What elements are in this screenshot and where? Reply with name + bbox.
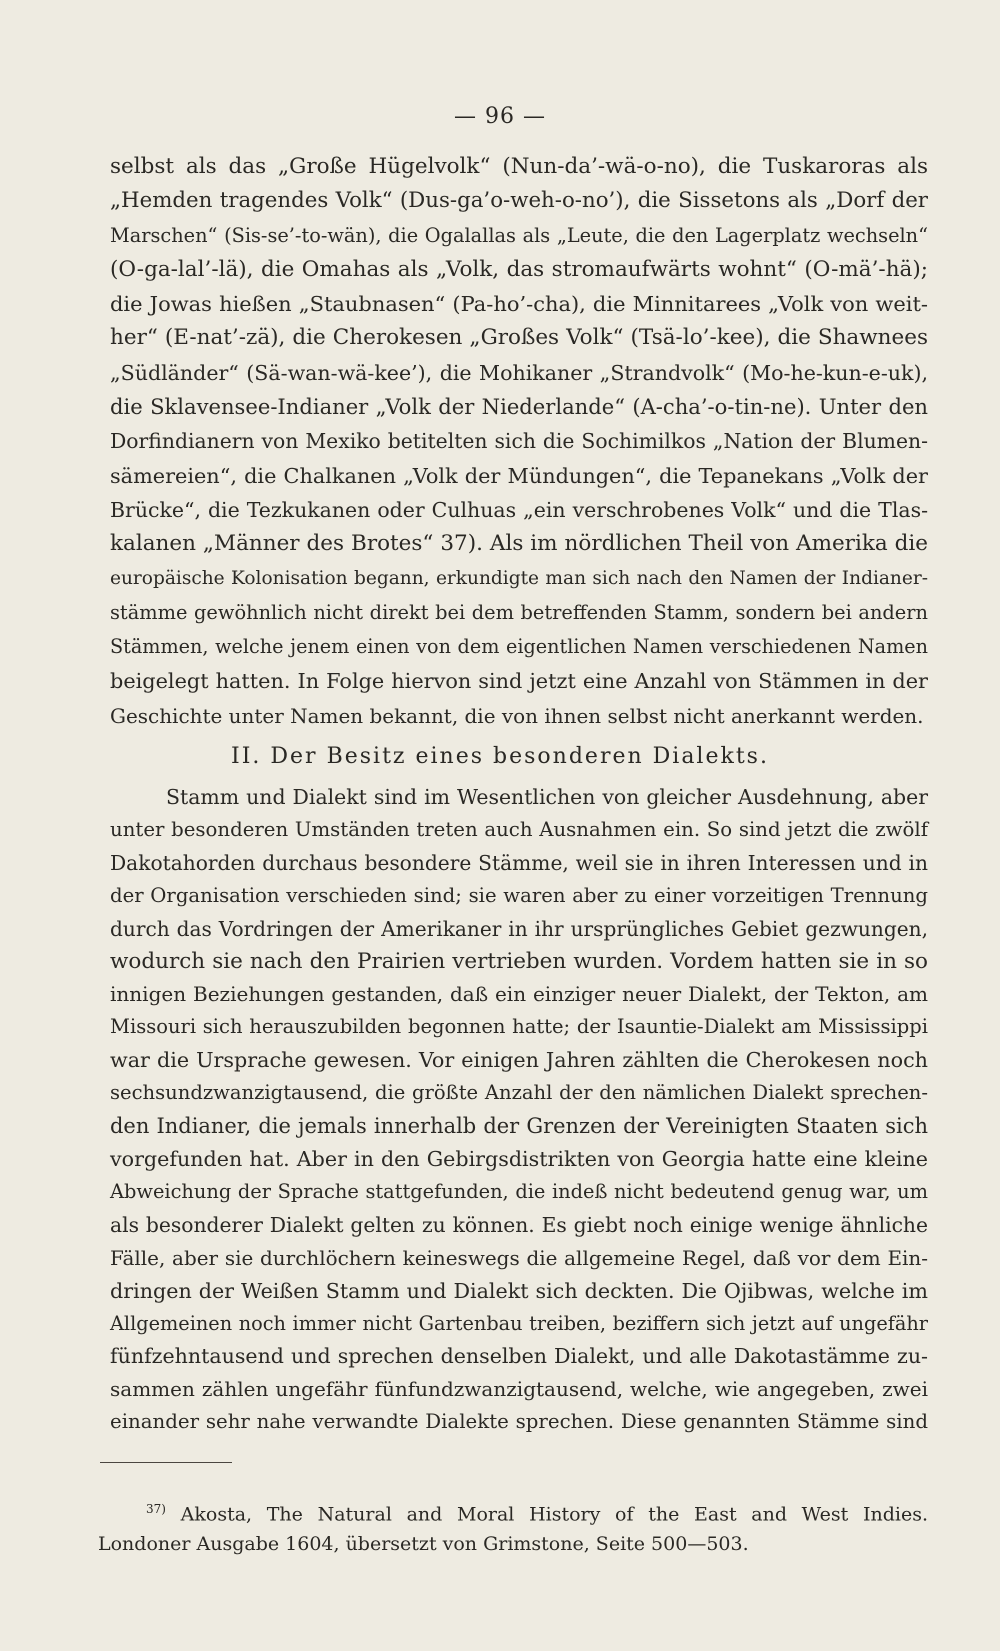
text-line: her“ (E-nat’-zä), die Cherokesen „Großes Volk“ (Tsä-lo’-kee), die Shawnees [110,325,928,351]
text-line: „Hemden tragendes Volk“ (Dus-ga’o-weh-o-no’), die Sissetons als „Dorf der [110,188,928,214]
text-line: wodurch sie nach den Prairien vertrieben wurden. Vordem hatten sie in so [110,948,928,974]
text-line: war die Ursprache gewesen. Vor einigen Jahren zählten die Cherokesen noch [110,1048,928,1073]
text-line: sammen zählen ungefähr fünfundzwanzigtausend, welche, wie angegeben, zwei [110,1377,928,1402]
text-line: die Sklavensee-Indianer „Volk der Niederlande“ (A-cha’-o-tin-ne). Unter den [110,394,928,420]
text-line: stämme gewöhnlich nicht direkt bei dem betreffenden Stamm, sondern bei andern [110,600,928,624]
text-line: als besonderer Dialekt gelten zu können. Es giebt noch einige wenige ähnliche [110,1212,928,1237]
section-heading: II. Der Besitz eines besonderen Dialekts. [231,744,769,769]
text-line: dringen der Weißen Stamm und Dialekt sich deckten. Die Ojibwas, welche im [110,1278,928,1303]
text-line: Marschen“ (Sis-se’-to-wän), die Ogalallas als „Leute, die den Lagerplatz wechseln“ [110,223,928,247]
text-line: fünfzehntausend und sprechen denselben Dialekt, und alle Dakotastämme zu- [110,1344,928,1369]
text-line: europäische Kolonisation begann, erkundigte man sich nach den Namen der Indianer- [110,567,928,589]
text-line: selbst als das „Große Hügelvolk“ (Nun-da’-wä-o-no), die Tuskaroras als [110,154,928,179]
text-line: die Jowas hießen „Staubnasen“ (Pa-ho’-cha), die Minnitarees „Volk von weit- [110,292,928,317]
text-line: Geschichte unter Namen bekannt, die von ihnen selbst nicht anerkannt werden. [110,703,924,728]
text-line: Abweichung der Sprache stattgefunden, die indeß nicht bedeutend genug war, um [110,1179,928,1203]
paragraph-1 [110,150,928,733]
text-line: sämereien“, die Chalkanen „Volk der Mündungen“, die Tepanekans „Volk der [110,463,928,488]
footnote-divider [100,1462,232,1463]
text-line: Allgemeinen noch immer nicht Gartenbau treiben, beziffern sich jetzt auf ungefähr [110,1311,928,1335]
text-line: Dorfindianern von Mexiko betitelten sich die Sochimilkos „Nation der Blumen- [110,429,928,454]
text-line: Stämmen, welche jenem einen von dem eigentlichen Namen verschiedenen Namen [110,635,928,659]
text-line: Fälle, aber sie durchlöchern keineswegs die allgemeine Regel, daß vor dem Ein- [110,1245,928,1270]
text-line: „Südländer“ (Sä-wan-wä-kee’), die Mohikaner „Strandvolk“ (Mo-he-kun-e-uk), [110,360,928,385]
text-line: Brücke“, die Tezkukanen oder Culhuas „ein verschrobenes Volk“ und die Tlas- [110,497,928,522]
text-line: unter besonderen Umständen treten auch Ausnahmen ein. So sind jetzt die zwölf [110,817,928,841]
text-line: beigelegt hatten. In Folge hiervon sind jetzt eine Anzahl von Stämmen in der [110,669,928,694]
text-line: den Indianer, die jemals innerhalb der Grenzen der Vereinigten Staaten sich [110,1114,928,1139]
text-line: Missouri sich herauszubilden begonnen hatte; der Isauntie-Dialekt am Mississippi [110,1015,928,1039]
text-line: innigen Beziehungen gestanden, daß ein einziger neuer Dialekt, der Tekton, am [110,982,928,1007]
text-line: sechsundzwanzigtausend, die größte Anzahl der den nämlichen Dialekt sprechen- [110,1081,928,1105]
text-line: vorgefunden hat. Aber in den Gebirgsdistrikten von Georgia hatte eine kleine [110,1146,928,1171]
text-line: der Organisation verschieden sind; sie waren aber zu einer vorzeitigen Trennung [110,883,928,907]
footnote-marker: 37) [146,1502,166,1516]
text-line: einander sehr nahe verwandte Dialekte sprechen. Diese genannten Stämme sind [110,1410,928,1434]
text-line: Dakotahorden durchaus besondere Stämme, weil sie in ihren Interessen und in [110,850,928,875]
page-number: — 96 — [454,104,546,129]
text-line: kalanen „Männer des Brotes“ 37). Als im nördlichen Theil von Amerika die [110,531,928,557]
footnote-line: Akosta, The Natural and Moral History of the East and West Indies. [180,1503,928,1526]
paragraph-2 [110,781,928,1439]
text-line: durch das Vordringen der Amerikaner in ihr ursprüngliches Gebiet gezwungen, [110,916,928,941]
text-line: Stamm und Dialekt sind im Wesentlichen von gleicher Ausdehnung, aber [166,785,928,809]
footnote [98,1494,928,1559]
footnote-line: Londoner Ausgabe 1604, übersetzt von Grimstone, Seite 500—503. [98,1533,749,1556]
text-line: (O-ga-lal’-lä), die Omahas als „Volk, das stromaufwärts wohnt“ (O-mä’-hä); [110,256,928,282]
